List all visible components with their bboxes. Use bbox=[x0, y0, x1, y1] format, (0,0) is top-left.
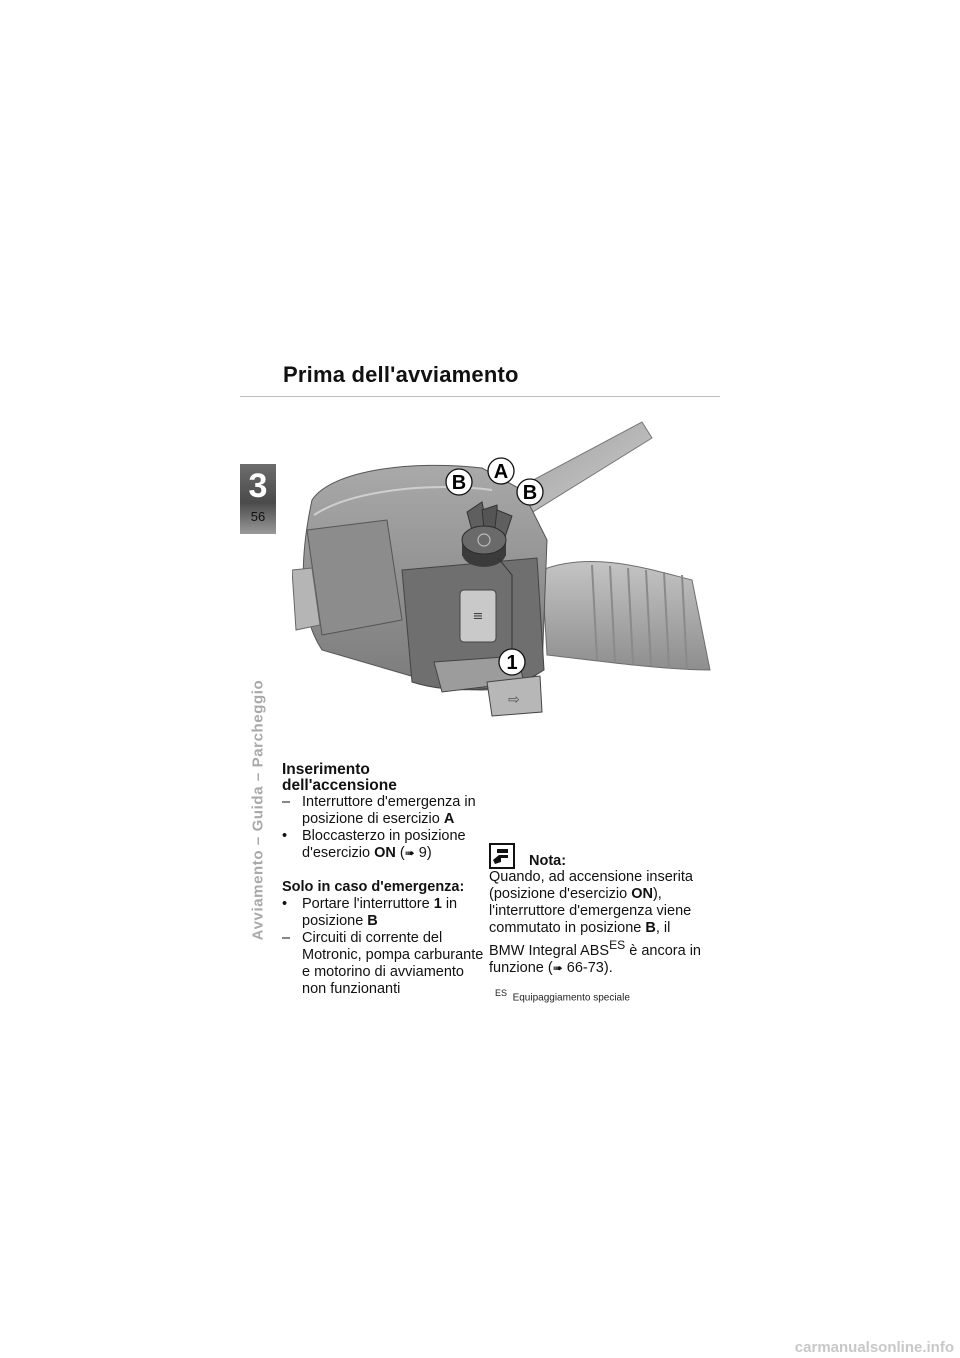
emergency-steps bbox=[282, 896, 492, 998]
note-text: Quando, ad accensione inserita (posizione d'esercizio ON), l'interruttore d'emergenza viene commutato in posizione B, il BMW Integral $ABS^{ES}$ è ancora in funzione (➠ 66-73). bbox=[489, 869, 701, 976]
list-item: – Interruttore d'emergenza in posizione di esercizio A bbox=[282, 794, 476, 827]
note-title: Nota: bbox=[529, 853, 567, 869]
svg-text:≡: ≡ bbox=[472, 609, 484, 624]
callout-b-left: B bbox=[451, 472, 467, 494]
page-ref-arrow-icon: ➠ bbox=[552, 960, 563, 975]
title-divider bbox=[240, 396, 720, 397]
note-header bbox=[489, 843, 704, 869]
note-hand-icon bbox=[489, 843, 515, 869]
handlebar-switch-illustration bbox=[292, 420, 712, 740]
note-box bbox=[489, 843, 704, 977]
page-number: 56 bbox=[250, 509, 266, 524]
page-title: Prima dell'avviamento bbox=[283, 362, 519, 387]
ignition-steps bbox=[282, 794, 492, 862]
list-item: • Bloccasterzo in posizione d'esercizio ON (➠ 9) bbox=[282, 828, 466, 861]
callout-b-right: B bbox=[522, 482, 538, 504]
watermark: carmanualsonline.info bbox=[794, 1339, 954, 1356]
svg-text:⇨: ⇨ bbox=[508, 692, 520, 708]
list-item: – Circuiti di corrente del Motronic, pompa carburante e motorino di avviamento non funzionanti bbox=[282, 930, 484, 997]
chapter-number: 3 bbox=[248, 467, 268, 505]
left-column bbox=[282, 762, 492, 998]
emergency-heading: Solo in caso d'emergenza: bbox=[282, 879, 465, 895]
callout-a: A bbox=[493, 461, 509, 483]
section-heading: Inserimento dell'accensione bbox=[282, 761, 397, 794]
footnote: $^{ES}$ Equipaggiamento speciale bbox=[495, 988, 630, 1004]
callout-1: 1 bbox=[506, 652, 518, 674]
list-item: • Portare l'interruttore 1 in posizione B bbox=[282, 896, 458, 929]
page-ref-arrow-icon: ➠ bbox=[404, 846, 415, 860]
chapter-tab bbox=[240, 464, 276, 534]
section-rail-label: Avviamento – Guida – Parcheggio bbox=[249, 679, 267, 941]
